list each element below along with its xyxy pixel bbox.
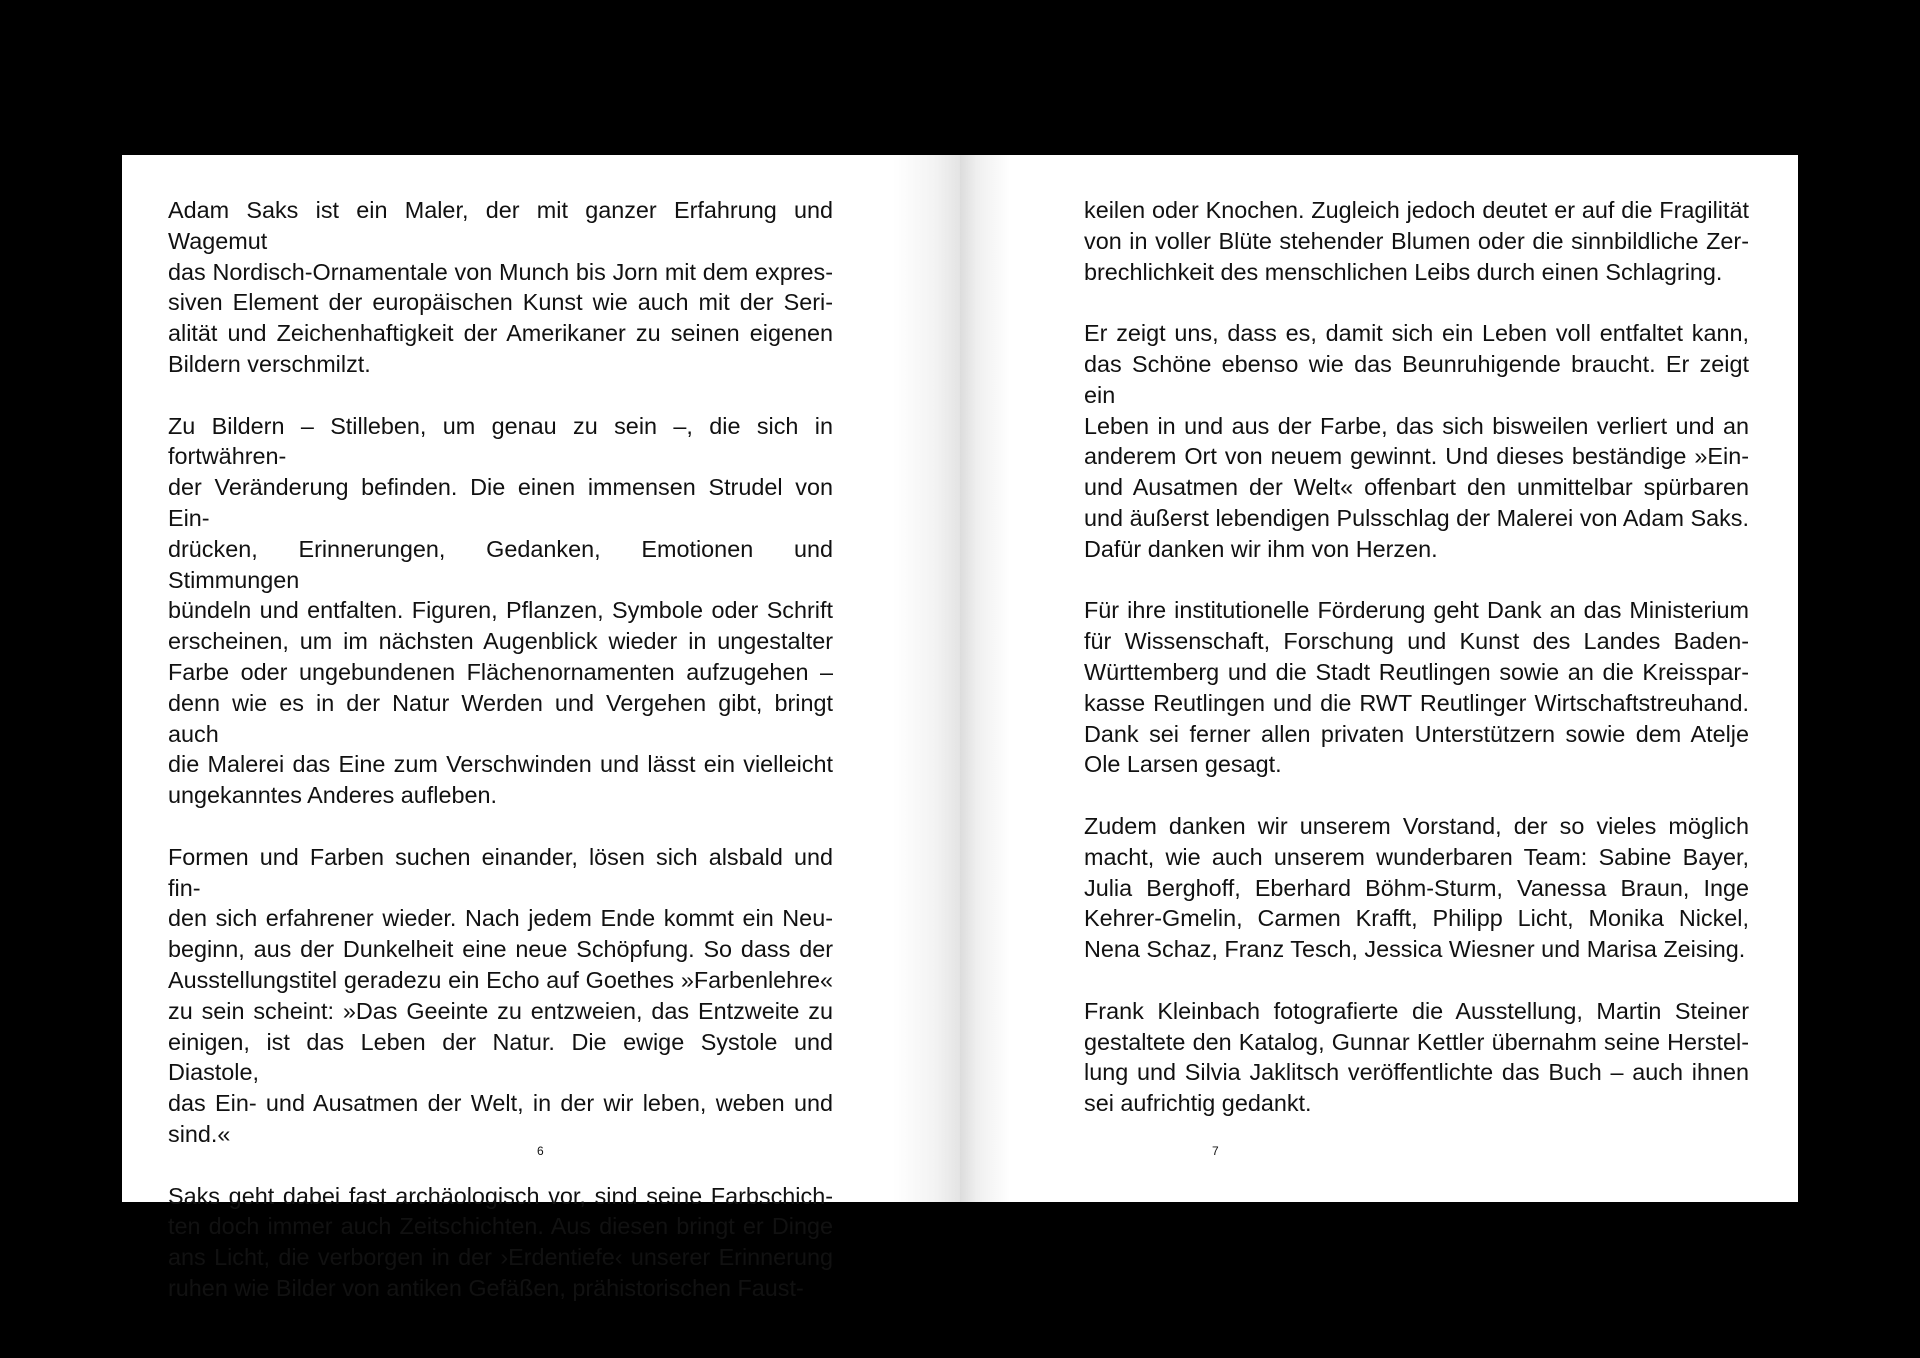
text-line: einigen, ist das Leben der Natur. Die ewige Systole und Diastole, (168, 1028, 833, 1086)
text-line: der Veränderung befinden. Die einen immensen Strudel von Ein- (168, 474, 833, 531)
text-line: sind.« (168, 1120, 231, 1147)
paragraph (1084, 195, 1749, 287)
text-line: Ole Larsen gesagt. (1084, 751, 1282, 778)
text-line: und äußerst lebendigen Pulsschlag der Malerei von Adam Saks. (1084, 504, 1749, 531)
text-line: erscheinen, um im nächsten Augenblick wieder in ungestalter (168, 628, 833, 655)
text-line: ungekanntes Anderes aufleben. (168, 782, 498, 809)
text-line: Frank Kleinbach fotografierte die Ausstellung, Martin Steiner (1084, 997, 1749, 1024)
text-line: beginn, aus der Dunkelheit eine neue Schöpfung. So dass der (168, 936, 833, 963)
text-line: Dafür danken wir ihm von Herzen. (1084, 535, 1438, 562)
text-line: Württemberg und die Stadt Reutlingen sowie an die Kreisspar- (1084, 658, 1749, 685)
text-line: siven Element der europäischen Kunst wie auch mit der Seri- (168, 289, 833, 316)
text-line: Formen und Farben suchen einander, lösen sich alsbald und fin- (168, 843, 833, 901)
left-page (122, 155, 960, 1301)
text-line: ans Licht, die verborgen in der ›Erdentiefe‹ unserer Erinnerung (168, 1244, 833, 1271)
right-page-text (1084, 195, 1749, 1150)
text-line: Julia Berghoff, Eberhard Böhm-Sturm, Vanessa Braun, Inge (1084, 874, 1749, 901)
paragraph (168, 411, 833, 811)
paragraph (168, 1181, 833, 1304)
text-line: Für ihre institutionelle Förderung geht Dank an das Ministerium (1084, 597, 1749, 624)
paragraph (1084, 595, 1749, 780)
text-line: alität und Zeichenhaftigkeit der Amerikaner zu seinen eigenen (168, 320, 833, 347)
paragraph (168, 842, 833, 1150)
text-line: brechlichkeit des menschlichen Leibs durch einen Schlagring. (1084, 258, 1723, 285)
page-number-right: 7 (1212, 1144, 1219, 1158)
text-line: von in voller Blüte stehender Blumen oder die sinnbildliche Zer- (1084, 227, 1749, 254)
text-line: Farbe oder ungebundenen Flächenornamenten aufzugehen – (168, 658, 833, 685)
book-spread (122, 155, 1798, 1301)
text-line: Nena Schaz, Franz Tesch, Jessica Wiesner und Marisa Zeising. (1084, 936, 1746, 963)
text-line: und Ausatmen der Welt« offenbart den unmittelbar spürbaren (1084, 474, 1749, 501)
text-line: kasse Reutlingen und die RWT Reutlinger Wirtschaftstreuhand. (1084, 689, 1749, 716)
text-line: lung und Silvia Jaklitsch veröffentlichte das Buch – auch ihnen (1084, 1059, 1749, 1086)
text-line: Ausstellungstitel geradezu ein Echo auf Goethes »Farbenlehre« (168, 966, 833, 993)
text-line: Leben in und aus der Farbe, das sich bisweilen verliert und an (1084, 412, 1749, 439)
page-number-left: 6 (537, 1144, 544, 1158)
text-line: zu sein scheint: »Das Geeinte zu entzweien, das Entzweite zu (168, 997, 833, 1024)
text-line: den sich erfahrener wieder. Nach jedem Ende kommt ein Neu- (168, 905, 833, 932)
text-line: für Wissenschaft, Forschung und Kunst des Landes Baden- (1084, 628, 1749, 655)
text-line: Kehrer-Gmelin, Carmen Krafft, Philipp Licht, Monika Nickel, (1084, 905, 1749, 932)
text-line: Bildern verschmilzt. (168, 350, 371, 377)
text-line: die Malerei das Eine zum Verschwinden und lässt ein vielleicht (168, 751, 833, 778)
text-line: ten doch immer auch Zeitschichten. Aus diesen bringt er Dinge (168, 1213, 833, 1240)
text-line: das Ein- und Ausatmen der Welt, in der wir leben, weben und (168, 1090, 833, 1117)
text-line: Er zeigt uns, dass es, damit sich ein Leben voll entfaltet kann, (1084, 320, 1749, 347)
text-line: Saks geht dabei fast archäologisch vor, sind seine Farbschich- (168, 1182, 833, 1209)
text-line: denn wie es in der Natur Werden und Vergehen gibt, bringt auch (168, 689, 833, 747)
text-line: anderem Ort von neuem gewinnt. Und dieses beständige »Ein- (1084, 443, 1749, 470)
paragraph (1084, 318, 1749, 564)
paragraph (168, 195, 833, 380)
left-page-text (168, 195, 833, 1334)
text-line: bündeln und entfalten. Figuren, Pflanzen, Symbole oder Schrift (168, 597, 833, 624)
text-line: sei aufrichtig gedankt. (1084, 1090, 1312, 1117)
text-line: keilen oder Knochen. Zugleich jedoch deutet er auf die Fragilität (1084, 197, 1749, 223)
text-line: das Schöne ebenso wie das Beunruhigende braucht. Er zeigt ein (1084, 350, 1749, 408)
text-line: Adam Saks ist ein Maler, der mit ganzer Erfahrung und Wagemut (168, 197, 833, 254)
text-line: Zu Bildern – Stilleben, um genau zu sein –, die sich in fortwähren- (168, 412, 833, 470)
text-line: das Nordisch-Ornamentale von Munch bis Jorn mit dem expres- (168, 258, 833, 285)
text-line: Dank sei ferner allen privaten Unterstützern sowie dem Atelje (1084, 720, 1749, 747)
paragraph (1084, 996, 1749, 1119)
text-line: Zudem danken wir unserem Vorstand, der so vieles möglich (1084, 812, 1749, 839)
paragraph (1084, 811, 1749, 965)
text-line: ruhen wie Bilder von antiken Gefäßen, prähistorischen Faust- (168, 1274, 804, 1301)
text-line: drücken, Erinnerungen, Gedanken, Emotionen und Stimmungen (168, 535, 833, 593)
right-page (960, 155, 1798, 1202)
text-line: macht, wie auch unserem wunderbaren Team: Sabine Bayer, (1084, 843, 1749, 870)
text-line: gestaltete den Katalog, Gunnar Kettler übernahm seine Herstel- (1084, 1028, 1749, 1055)
